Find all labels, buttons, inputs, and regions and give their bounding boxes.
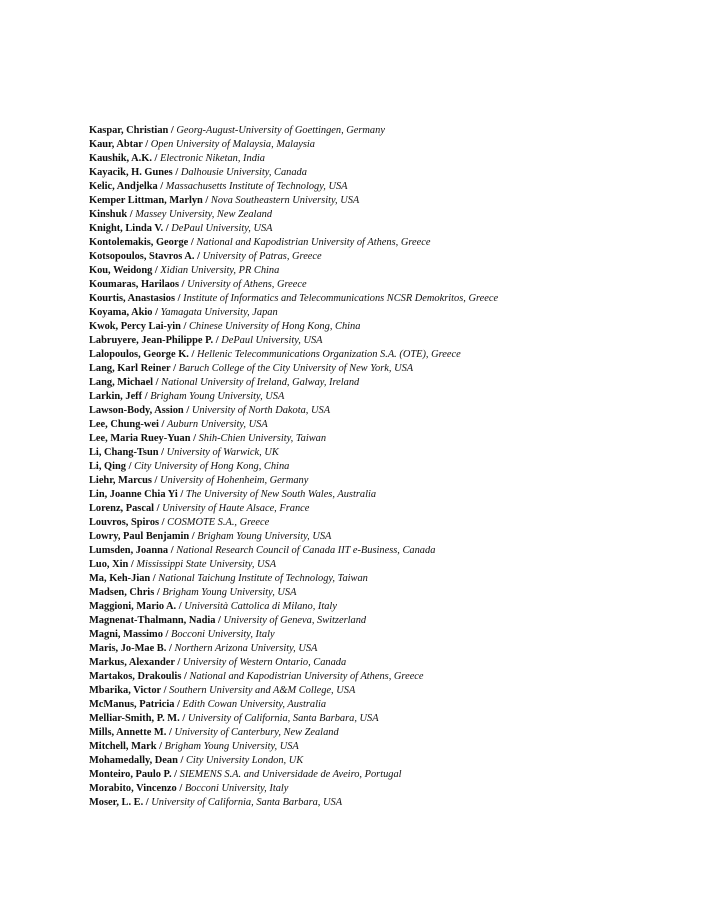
author-name: Markus, Alexander bbox=[89, 657, 175, 668]
list-item bbox=[89, 796, 689, 810]
list-item bbox=[89, 572, 689, 586]
author-name: Martakos, Drakoulis bbox=[89, 671, 182, 682]
affiliation: Open University of Malaysia, Malaysia bbox=[150, 139, 315, 150]
separator: / bbox=[152, 265, 161, 276]
affiliation: University of California, Santa Barbara, USA bbox=[187, 713, 379, 724]
separator: / bbox=[154, 587, 163, 598]
author-name: Melliar-Smith, P. M. bbox=[89, 713, 180, 724]
affiliation: National Taichung Institute of Technology, Taiwan bbox=[158, 573, 368, 584]
author-name: Kaur, Abtar bbox=[89, 139, 143, 150]
author-name: Lee, Maria Ruey-Yuan bbox=[89, 433, 191, 444]
affiliation: National and Kapodistrian University of Athens, Greece bbox=[196, 237, 431, 248]
list-item bbox=[89, 376, 689, 390]
list-item bbox=[89, 740, 689, 754]
separator: / bbox=[158, 447, 167, 458]
author-name: Kontolemakis, George bbox=[89, 237, 189, 248]
list-item bbox=[89, 642, 689, 656]
list-item bbox=[89, 600, 689, 614]
affiliation: SIEMENS S.A. and Universidade de Aveiro, Portugal bbox=[179, 769, 402, 780]
affiliation: Southern University and A&M College, USA bbox=[169, 685, 356, 696]
author-name: Labruyere, Jean-Philippe P. bbox=[89, 335, 214, 346]
separator: / bbox=[190, 433, 199, 444]
separator: / bbox=[174, 657, 183, 668]
separator: / bbox=[142, 391, 151, 402]
affiliation: Chinese University of Hong Kong, China bbox=[188, 321, 361, 332]
list-item bbox=[89, 138, 689, 152]
list-item bbox=[89, 208, 689, 222]
separator: / bbox=[215, 615, 224, 626]
list-item bbox=[89, 152, 689, 166]
list-item bbox=[89, 530, 689, 544]
author-name: Lalopoulos, George K. bbox=[89, 349, 189, 360]
separator: / bbox=[170, 363, 179, 374]
author-name: Lin, Joanne Chia Yi bbox=[89, 489, 178, 500]
separator: / bbox=[177, 755, 186, 766]
list-item bbox=[89, 516, 689, 530]
affiliation: University of Athens, Greece bbox=[187, 279, 307, 290]
separator: / bbox=[162, 629, 171, 640]
author-name: Ma, Keh-Jian bbox=[89, 573, 151, 584]
affiliation: Baruch College of the City University of New York, USA bbox=[178, 363, 414, 374]
separator: / bbox=[128, 559, 137, 570]
list-item bbox=[89, 628, 689, 642]
affiliation: Mississippi State University, USA bbox=[136, 559, 277, 570]
separator: / bbox=[181, 671, 190, 682]
affiliation: DePaul University, USA bbox=[221, 335, 323, 346]
separator: / bbox=[152, 307, 161, 318]
separator: / bbox=[189, 531, 198, 542]
separator: / bbox=[179, 279, 188, 290]
author-name: Lawson-Body, Assion bbox=[89, 405, 184, 416]
affiliation: Brigham Young University, USA bbox=[164, 741, 299, 752]
list-item bbox=[89, 334, 689, 348]
author-name: Kaushik, A.K. bbox=[89, 153, 152, 164]
author-name: Magnenat-Thalmann, Nadia bbox=[89, 615, 216, 626]
list-item bbox=[89, 698, 689, 712]
list-item bbox=[89, 390, 689, 404]
affiliation: Dalhousie University, Canada bbox=[180, 167, 307, 178]
separator: / bbox=[150, 573, 159, 584]
author-name: Lang, Michael bbox=[89, 377, 154, 388]
list-item bbox=[89, 488, 689, 502]
separator: / bbox=[177, 489, 186, 500]
affiliation: DePaul University, USA bbox=[171, 223, 273, 234]
affiliation: Bocconi University, Italy bbox=[184, 783, 289, 794]
list-item bbox=[89, 656, 689, 670]
author-name: Luo, Xin bbox=[89, 559, 129, 570]
author-name: Lumsden, Joanna bbox=[89, 545, 169, 556]
author-name: Lorenz, Pascal bbox=[89, 503, 155, 514]
separator: / bbox=[159, 517, 168, 528]
list-item bbox=[89, 446, 689, 460]
author-name: Mills, Annette M. bbox=[89, 727, 167, 738]
affiliation: University of Canterbury, New Zealand bbox=[174, 727, 339, 738]
author-name: Kayacik, H. Gunes bbox=[89, 167, 173, 178]
list-item bbox=[89, 180, 689, 194]
separator: / bbox=[160, 685, 170, 696]
affiliation: Bocconi University, Italy bbox=[170, 629, 275, 640]
affiliation: Xidian University, PR China bbox=[160, 265, 280, 276]
list-item bbox=[89, 614, 689, 628]
affiliation: University of California, Santa Barbara, USA bbox=[151, 797, 343, 808]
affiliation: University of Western Ontario, Canada bbox=[182, 657, 347, 668]
separator: / bbox=[194, 251, 203, 262]
affiliation: The University of New South Wales, Australia bbox=[185, 489, 377, 500]
author-name: Maris, Jo-Mae B. bbox=[89, 643, 167, 654]
author-name: Kelic, Andjelka bbox=[89, 181, 158, 192]
affiliation: Northern Arizona University, USA bbox=[174, 643, 318, 654]
affiliation: National Research Council of Canada IIT e-Business, Canada bbox=[176, 545, 436, 556]
separator: / bbox=[176, 783, 185, 794]
affiliation: Yamagata University, Japan bbox=[160, 307, 278, 318]
affiliation: University of Haute Alsace, France bbox=[162, 503, 310, 514]
affiliation: University of Patras, Greece bbox=[202, 251, 322, 262]
author-name: Kwok, Percy Lai-yin bbox=[89, 321, 181, 332]
separator: / bbox=[202, 195, 211, 206]
separator: / bbox=[174, 699, 183, 710]
affiliation: Brigham Young University, USA bbox=[162, 587, 297, 598]
separator: / bbox=[183, 405, 192, 416]
separator: / bbox=[151, 153, 161, 164]
author-name: Li, Qing bbox=[89, 461, 126, 472]
author-name: Kinshuk bbox=[89, 209, 128, 220]
affiliation: City University of Hong Kong, China bbox=[134, 461, 290, 472]
affiliation: Shih-Chien University, Taiwan bbox=[198, 433, 327, 444]
author-name: Mitchell, Mark bbox=[89, 741, 157, 752]
list-item bbox=[89, 194, 689, 208]
list-item bbox=[89, 782, 689, 796]
affiliation: National and Kapodistrian University of Athens, Greece bbox=[189, 671, 424, 682]
affiliation: Electronic Niketan, India bbox=[160, 153, 265, 164]
list-item bbox=[89, 250, 689, 264]
separator: / bbox=[127, 209, 136, 220]
list-item bbox=[89, 502, 689, 516]
separator: / bbox=[156, 741, 165, 752]
list-item bbox=[89, 236, 689, 250]
author-name: Lee, Chung-wei bbox=[89, 419, 159, 430]
affiliation: Edith Cowan University, Australia bbox=[182, 699, 327, 710]
separator: / bbox=[142, 139, 151, 150]
author-name: Lowry, Paul Benjamin bbox=[89, 531, 190, 542]
list-item bbox=[89, 404, 689, 418]
author-name: Liehr, Marcus bbox=[89, 475, 152, 486]
list-item bbox=[89, 264, 689, 278]
author-name: Maggioni, Mario A. bbox=[89, 601, 177, 612]
list-item bbox=[89, 362, 689, 376]
list-item bbox=[89, 432, 689, 446]
author-name: Kourtis, Anastasios bbox=[89, 293, 176, 304]
affiliation: National University of Ireland, Galway, Ireland bbox=[161, 377, 360, 388]
list-item bbox=[89, 306, 689, 320]
separator: / bbox=[157, 181, 166, 192]
separator: / bbox=[163, 223, 172, 234]
separator: / bbox=[158, 419, 167, 430]
separator: / bbox=[213, 335, 222, 346]
affiliation: COSMOTE S.A., Greece bbox=[167, 517, 270, 528]
separator: / bbox=[172, 167, 181, 178]
list-item bbox=[89, 670, 689, 684]
separator: / bbox=[176, 601, 185, 612]
author-affiliation-list bbox=[89, 124, 689, 810]
author-name: Kaspar, Christian bbox=[89, 125, 169, 136]
author-name: Mbarika, Victor bbox=[89, 685, 161, 696]
list-item bbox=[89, 768, 689, 782]
separator: / bbox=[188, 237, 197, 248]
list-item bbox=[89, 586, 689, 600]
list-item bbox=[89, 320, 689, 334]
author-name: Monteiro, Paulo P. bbox=[89, 769, 172, 780]
affiliation: Hellenic Telecommunications Organization S.A. (OTE), Greece bbox=[196, 349, 461, 360]
author-name: Kemper Littman, Marlyn bbox=[89, 195, 203, 206]
separator: / bbox=[154, 503, 163, 514]
affiliation: University of North Dakota, USA bbox=[191, 405, 331, 416]
list-item bbox=[89, 292, 689, 306]
affiliation: University of Warwick, UK bbox=[166, 447, 279, 458]
affiliation: Brigham Young University, USA bbox=[197, 531, 332, 542]
author-name: Li, Chang-Tsun bbox=[89, 447, 159, 458]
list-item bbox=[89, 684, 689, 698]
list-item bbox=[89, 474, 689, 488]
affiliation: Georg-August-University of Goettingen, Germany bbox=[176, 125, 385, 136]
affiliation: City University London, UK bbox=[186, 755, 304, 766]
list-item bbox=[89, 124, 689, 138]
separator: / bbox=[180, 321, 189, 332]
separator: / bbox=[188, 349, 197, 360]
author-name: Magni, Massimo bbox=[89, 629, 163, 640]
separator: / bbox=[125, 461, 135, 472]
separator: / bbox=[151, 475, 161, 486]
list-item bbox=[89, 222, 689, 236]
author-name: Mohamedally, Dean bbox=[89, 755, 178, 766]
list-item bbox=[89, 726, 689, 740]
separator: / bbox=[175, 293, 184, 304]
author-name: Madsen, Chris bbox=[89, 587, 155, 598]
list-item bbox=[89, 166, 689, 180]
author-name: Kou, Weidong bbox=[89, 265, 153, 276]
affiliation: Nova Southeastern University, USA bbox=[210, 195, 360, 206]
author-name: McManus, Patricia bbox=[89, 699, 175, 710]
author-name: Koumaras, Harilaos bbox=[89, 279, 180, 290]
separator: / bbox=[153, 377, 162, 388]
list-item bbox=[89, 460, 689, 474]
author-name: Morabito, Vincenzo bbox=[89, 783, 177, 794]
author-name: Lang, Karl Reiner bbox=[89, 363, 171, 374]
list-item bbox=[89, 558, 689, 572]
affiliation: University of Geneva, Switzerland bbox=[223, 615, 367, 626]
list-item bbox=[89, 712, 689, 726]
list-item bbox=[89, 418, 689, 432]
author-name: Koyama, Akio bbox=[89, 307, 153, 318]
separator: / bbox=[179, 713, 188, 724]
list-item bbox=[89, 544, 689, 558]
list-item bbox=[89, 348, 689, 362]
affiliation: Auburn University, USA bbox=[166, 419, 268, 430]
separator: / bbox=[143, 797, 152, 808]
author-name: Knight, Linda V. bbox=[89, 223, 164, 234]
affiliation: Massachusetts Institute of Technology, USA bbox=[165, 181, 348, 192]
affiliation: Institute of Informatics and Telecommunications NCSR Demokritos, Greece bbox=[183, 293, 499, 304]
author-name: Moser, L. E. bbox=[89, 797, 144, 808]
affiliation: Università Cattolica di Milano, Italy bbox=[184, 601, 337, 612]
affiliation: University of Hohenheim, Germany bbox=[160, 475, 309, 486]
separator: / bbox=[171, 769, 180, 780]
author-name: Larkin, Jeff bbox=[89, 391, 143, 402]
separator: / bbox=[168, 545, 177, 556]
affiliation: Massey University, New Zealand bbox=[135, 209, 273, 220]
separator: / bbox=[168, 125, 177, 136]
author-name: Kotsopoulos, Stavros A. bbox=[89, 251, 195, 262]
list-item bbox=[89, 278, 689, 292]
author-name: Louvros, Spiros bbox=[89, 517, 160, 528]
list-item bbox=[89, 754, 689, 768]
separator: / bbox=[166, 727, 175, 738]
affiliation: Brigham Young University, USA bbox=[150, 391, 285, 402]
separator: / bbox=[166, 643, 175, 654]
